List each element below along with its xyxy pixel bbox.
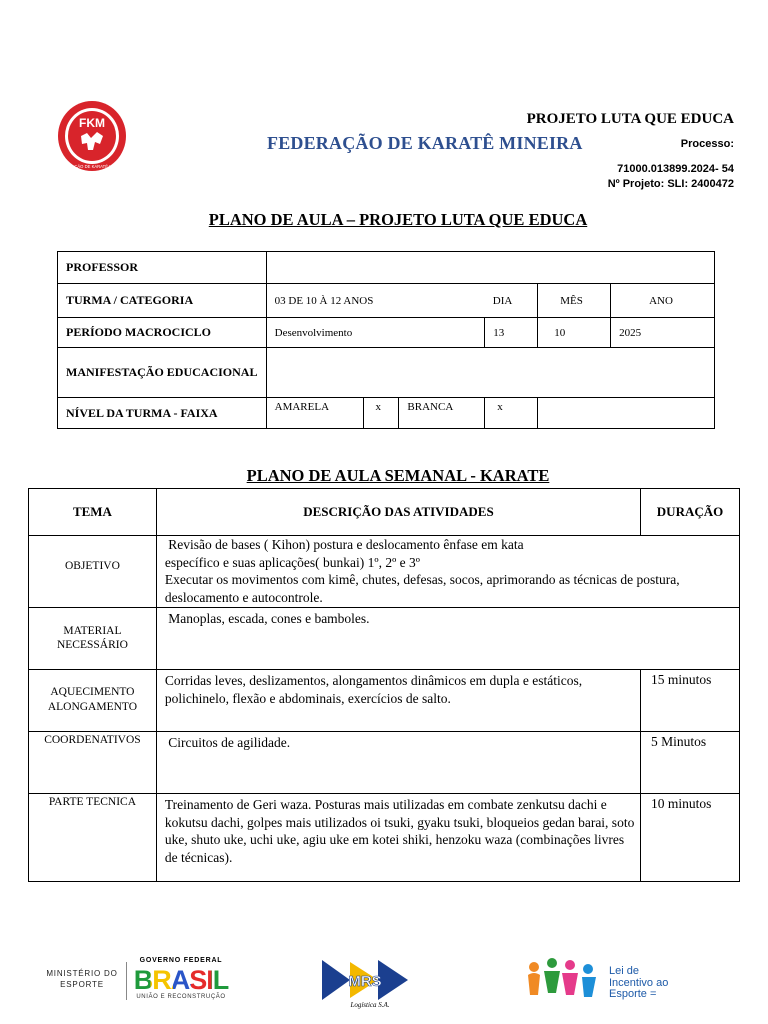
governo-federal-logo [130, 957, 232, 1005]
table-row [29, 732, 740, 794]
faixa-amarela-mark: x [363, 398, 399, 429]
col-tema: TEMA [29, 489, 157, 536]
periodo-label: PERÍODO MACROCICLO [58, 318, 267, 348]
mrs-subtitle: Logística S.A. [350, 1001, 390, 1009]
table-row [29, 608, 740, 670]
tema-material: MATERIAL NECESSÁRIO [29, 608, 157, 670]
lei-line-1: Lei de [609, 965, 639, 977]
process-number: 71000.013899.2024- 54 [617, 163, 734, 175]
ano-label: ANO [611, 284, 715, 318]
dia-label: DIA [485, 284, 538, 318]
tema-aquecimento: AQUECIMENTO ALONGAMENTO [29, 670, 157, 732]
logo-ring-text: FEDERAÇÃO DE KARATÊ MINEIRA [57, 164, 127, 169]
lei-line-3: Esporte = [609, 988, 657, 1000]
lei-incentivo-figures-icon [522, 955, 602, 1003]
dia-value: 13 [485, 318, 538, 348]
project-title: PROJETO LUTA QUE EDUCA [526, 111, 734, 127]
ano-value: 2025 [611, 318, 715, 348]
fkm-logo [57, 100, 127, 172]
tema-coordenativos: COORDENATIVOS [29, 732, 157, 794]
parte-tecnica-desc: Treinamento de Geri waza. Posturas mais utilizadas em combate zenkutsu dachi e kokutsu dachi, golpes mais utilizados oi tsuki, gyaku tsuki, bloqueios gedan barai, soto uke, shuto uke, uchi uke, agiu uke em kotei shiki, henzoku waza (combinações livres de técnicas). [156, 794, 640, 882]
weekly-plan-title: PLANO DE AULA SEMANAL - KARATE [246, 466, 550, 485]
objetivo-line-3: Executar os movimentos com kimê, chutes, defesas, socos, aprimorando as técnicas de postura, deslocamento e autocontrole. [164, 572, 680, 605]
plan-info-table [57, 251, 715, 429]
tema-objetivo: OBJETIVO [29, 536, 157, 608]
project-number: Nº Projeto: SLI: 2400472 [607, 178, 734, 190]
material-desc: Manoplas, escada, cones e bamboles. [156, 608, 739, 670]
lei-incentivo-text [609, 966, 668, 1001]
turma-value: 03 DE 10 À 12 ANOS [266, 284, 485, 318]
faixa-branca: BRANCA [399, 398, 485, 429]
objetivo-line-2: específico e suas aplicações( bunkai) 1º, 2º e 3º [164, 554, 420, 570]
professor-value [266, 252, 714, 284]
objetivo-line-1: Revisão de bases ( Kihon) postura e deslocamento ênfase em kata [164, 537, 524, 552]
col-duracao: DURAÇÃO [641, 489, 740, 536]
logo-text: FKM [79, 116, 105, 130]
faixa-branca-mark: x [485, 398, 538, 429]
gov-federal-text: GOVERNO FEDERAL [139, 957, 223, 964]
ministerio-esporte-logo: MINISTÉRIO DO ESPORTE [46, 969, 118, 989]
aquecimento-desc: Corridas leves, deslizamentos, alongamentos dinâmicos em dupla e estáticos, polichinelo, flexão e abdominais, exercícios de salto. [156, 670, 640, 732]
manifestacao-value [266, 348, 714, 398]
lei-line-2: Incentivo ao [609, 976, 669, 989]
plan-title: PLANO DE AULA – PROJETO LUTA QUE EDUCA [208, 210, 588, 229]
brasil-wordmark: BRASIL [130, 966, 232, 994]
logo-divider [126, 962, 127, 1000]
faixa-amarela: AMARELA [266, 398, 363, 429]
coordenativos-duracao: 5 Minutos [641, 732, 740, 794]
turma-label: TURMA / CATEGORIA [58, 284, 267, 318]
col-descricao: DESCRIÇÃO DAS ATIVIDADES [156, 489, 640, 536]
faixa-empty-cell [538, 398, 715, 429]
tema-parte-tecnica: PARTE TECNICA [29, 794, 157, 882]
table-row [29, 536, 740, 608]
coordenativos-desc: Circuitos de agilidade. [156, 732, 640, 794]
table-row [29, 670, 740, 732]
mes-label: MÊS [538, 284, 611, 318]
periodo-value: Desenvolvimento [266, 318, 485, 348]
professor-label: PROFESSOR [58, 252, 267, 284]
manifestacao-label: MANIFESTAÇÃO EDUCACIONAL [58, 348, 267, 398]
weekly-plan-table [28, 488, 740, 882]
federation-name: FEDERAÇÃO DE KARATÊ MINEIRA [267, 133, 583, 153]
process-label: Processo: [680, 138, 734, 150]
nivel-label: NÍVEL DA TURMA - FAIXA [58, 398, 267, 429]
mes-value: 10 [538, 318, 611, 348]
mrs-text: MRS [348, 973, 382, 990]
uniao-reconstrucao-text: UNIÃO E RECONSTRUÇÃO [136, 994, 226, 1000]
aquecimento-duracao: 15 minutos [641, 670, 740, 732]
parte-tecnica-duracao: 10 minutos [641, 794, 740, 882]
table-row [29, 794, 740, 882]
